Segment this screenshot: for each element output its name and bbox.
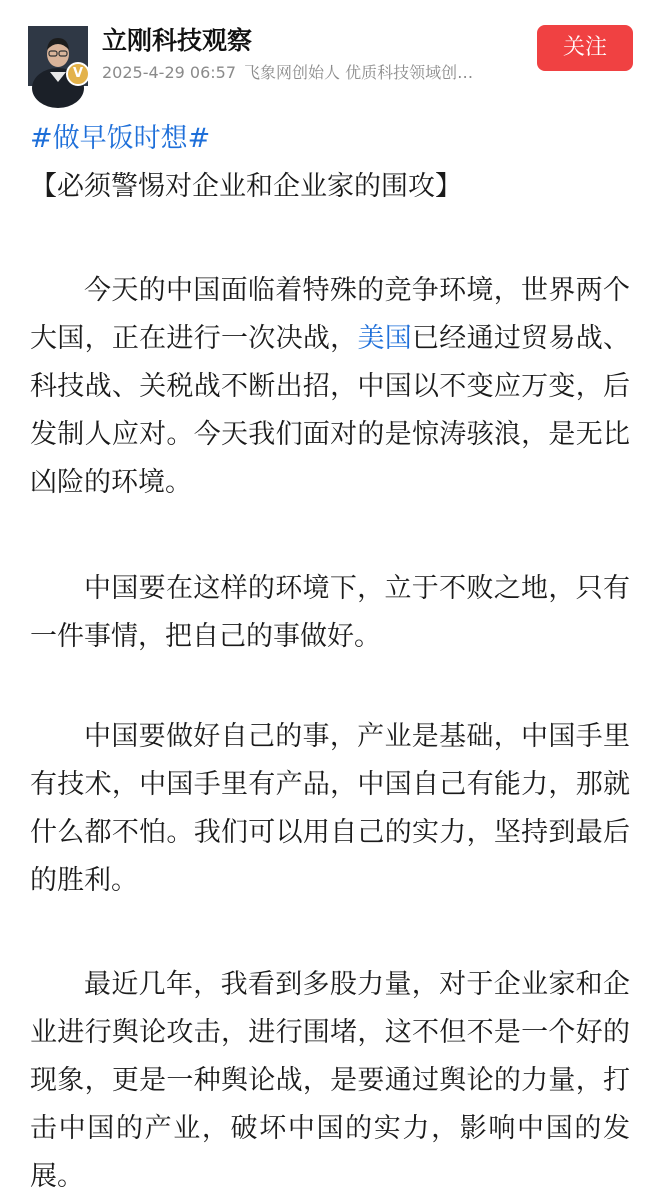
author-header xyxy=(0,0,660,100)
paragraph-1-text-b: 已经通过贸易战、科技战、关税战不断出招，中国以不变应万变，后发制人应对。今天我们面对的是惊涛骇浪，是无比凶险的环境。 xyxy=(30,323,631,498)
paragraph-1 xyxy=(30,267,630,507)
paragraph-1-text-a: 今天的中国面临着特殊的竞争环境，世界两个大国，正在进行一次决战， xyxy=(30,275,630,354)
post-date: 2025-4-29 06:57 xyxy=(102,63,236,82)
author-bio: 飞象网创始人 优质科技领域创… xyxy=(244,63,474,82)
title-text: 【必须警惕对企业和企业家的围攻】 xyxy=(30,171,462,202)
author-meta xyxy=(102,62,522,84)
paragraph-3: 中国要做好自己的事，产业是基础，中国手里有技术，中国手里有产品，中国自己有能力，那就什么都不怕。我们可以用自己的实力，坚持到最后的胜利。 xyxy=(30,721,630,896)
verified-badge-icon: V xyxy=(66,62,90,86)
author-name[interactable]: 立刚科技观察 xyxy=(102,26,253,55)
article-body xyxy=(30,115,630,1201)
hashtag-link[interactable]: #做早饭时想# xyxy=(30,123,211,154)
keyword-link[interactable]: 美国 xyxy=(357,323,413,354)
paragraph-2: 中国要在这样的环境下，立于不败之地，只有一件事情，把自己的事做好。 xyxy=(30,573,630,652)
paragraph-4: 最近几年，我看到多股力量，对于企业家和企业进行舆论攻击，进行围堵，这不但不是一个好的现象，更是一种舆论战，是要通过舆论的力量，打击中国的产业，破坏中国的实力，影响中国的发展。 xyxy=(30,969,630,1192)
article-title xyxy=(30,115,630,211)
follow-button[interactable]: 关注 xyxy=(537,25,633,71)
